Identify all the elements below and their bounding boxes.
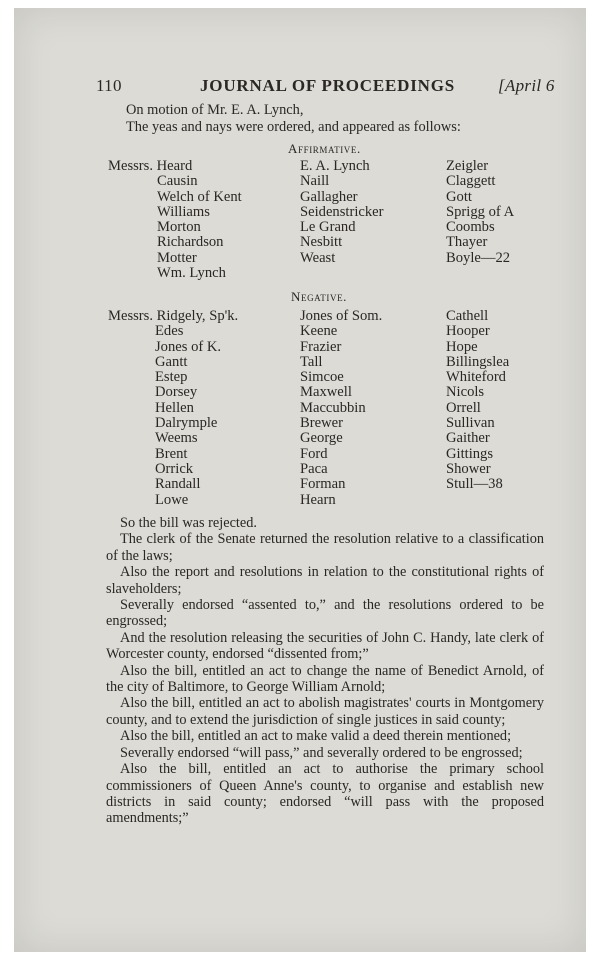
voter-name: Morton	[157, 219, 201, 236]
voter-name: Dorsey	[155, 384, 198, 401]
voter-name: Orrell	[446, 399, 481, 416]
paragraph: Also the bill, entitled an act to make valid a deed therein mentioned;	[120, 728, 512, 745]
voter-name: Gittings	[446, 445, 494, 462]
negative-heading: Negative.	[291, 289, 348, 304]
paragraph: Severally endorsed “assented to,” and the resolutions ordered to be engrossed;	[106, 597, 544, 630]
voter-name: Lowe	[155, 491, 189, 508]
voter-name: Simcoe	[300, 369, 344, 386]
voter-name: Sprigg of A	[446, 203, 515, 220]
voter-name: Zeigler	[446, 158, 489, 174]
paragraph: Also the bill, entitled an act to authorise the primary school commissioners of Queen Anne's county, to organise and establish new districts in said county; endorsed “will pass with the proposed amendments;”	[106, 761, 544, 827]
running-title: JOURNAL OF PROCEEDINGS	[200, 76, 455, 95]
voter-name: Thayer	[446, 234, 488, 251]
body-text	[106, 515, 544, 827]
yeas-nays-line: The yeas and nays were ordered, and appeared as follows:	[126, 119, 461, 135]
negative-column-1	[108, 309, 238, 508]
voter-name: Weast	[300, 249, 336, 266]
voter-name: Seidenstricker	[300, 203, 384, 220]
voter-name: Williams	[157, 203, 210, 220]
voter-name: Causin	[157, 173, 198, 190]
voter-name: Shower	[446, 460, 491, 477]
voter-name: Weems	[155, 430, 198, 447]
voter-name: Wm. Lynch	[157, 265, 226, 282]
voter-name: Whiteford	[446, 369, 506, 386]
affirmative-heading: Affirmative.	[288, 141, 361, 156]
motion-line: On motion of Mr. E. A. Lynch,	[126, 102, 304, 118]
voter-name: Claggett	[446, 173, 496, 190]
voter-name: Forman	[300, 476, 346, 493]
voter-name: Le Grand	[300, 219, 356, 236]
negative-column-3	[446, 309, 509, 493]
voter-name: Estep	[155, 369, 188, 386]
voter-name: Jones of Som.	[300, 308, 383, 324]
voter-name: Paca	[300, 460, 328, 477]
voter-name: Keene	[300, 323, 338, 340]
paragraph: So the bill was rejected.	[120, 515, 257, 531]
voter-name: Cathell	[446, 308, 489, 324]
voter-name: Hooper	[446, 323, 490, 340]
voter-name: Hope	[446, 338, 478, 355]
voter-name: Gaither	[446, 430, 490, 447]
voter-name: Gantt	[155, 353, 188, 370]
voter-name: Gallagher	[300, 188, 358, 205]
voter-name: Dalrymple	[155, 415, 218, 432]
voter-name: Tall	[300, 353, 323, 370]
voter-name: Nesbitt	[300, 234, 343, 251]
voter-name: Maccubbin	[300, 399, 366, 416]
voter-name: E. A. Lynch	[300, 158, 370, 174]
page-number: 110	[96, 76, 122, 95]
affirmative-column-2	[300, 159, 383, 266]
voter-name: Nicols	[446, 384, 485, 401]
paragraph: Also the report and resolutions in relation to the constitutional rights of slaveholders;	[106, 564, 544, 597]
voter-name: Ford	[300, 445, 328, 462]
voter-name: Motter	[157, 249, 197, 266]
paragraph: Also the bill, entitled an act to change the name of Benedict Arnold, of the city of Baltimore, to George William Arnold;	[106, 662, 544, 696]
negative-column-2	[300, 309, 382, 508]
voter-name: Maxwell	[300, 384, 352, 401]
voter-name: Frazier	[300, 338, 342, 355]
voter-name: Boyle—22	[446, 249, 511, 266]
voter-name: Messrs. Heard	[108, 158, 193, 174]
voter-name: Sullivan	[446, 415, 495, 432]
voter-name: Messrs. Ridgely, Sp'k.	[108, 308, 239, 324]
voter-name: Naill	[300, 173, 330, 190]
voter-name: Richardson	[157, 234, 224, 251]
voter-name: George	[300, 430, 343, 447]
voter-name: Stull—38	[446, 476, 503, 493]
paragraph: The clerk of the Senate returned the resolution relative to a classification of the laws;	[106, 531, 544, 564]
voter-name: Edes	[155, 323, 184, 340]
affirmative-column-1	[108, 159, 242, 281]
voter-name: Welch of Kent	[157, 188, 242, 205]
paragraph: Also the bill, entitled an act to abolish magistrates' courts in Montgomery county, and to extend the jurisdiction of single justices in said county;	[106, 695, 544, 728]
voter-name: Hellen	[155, 399, 194, 416]
paragraph: And the resolution releasing the securities of John C. Handy, late clerk of Worcester county, endorsed “dissented from;”	[106, 629, 544, 663]
voter-name: Hearn	[300, 491, 336, 508]
page-date: [April 6	[498, 76, 555, 95]
voter-name: Randall	[155, 476, 201, 493]
voter-name: Jones of K.	[155, 338, 222, 355]
paragraph: Severally endorsed “will pass,” and severally ordered to be engrossed;	[120, 744, 523, 761]
voter-name: Billingslea	[446, 353, 510, 370]
affirmative-column-3	[446, 159, 514, 266]
voter-name: Brent	[155, 445, 188, 462]
voter-name: Brewer	[300, 415, 343, 432]
voter-name: Orrick	[155, 460, 194, 477]
voter-name: Gott	[446, 188, 472, 205]
voter-name: Coombs	[446, 219, 495, 236]
